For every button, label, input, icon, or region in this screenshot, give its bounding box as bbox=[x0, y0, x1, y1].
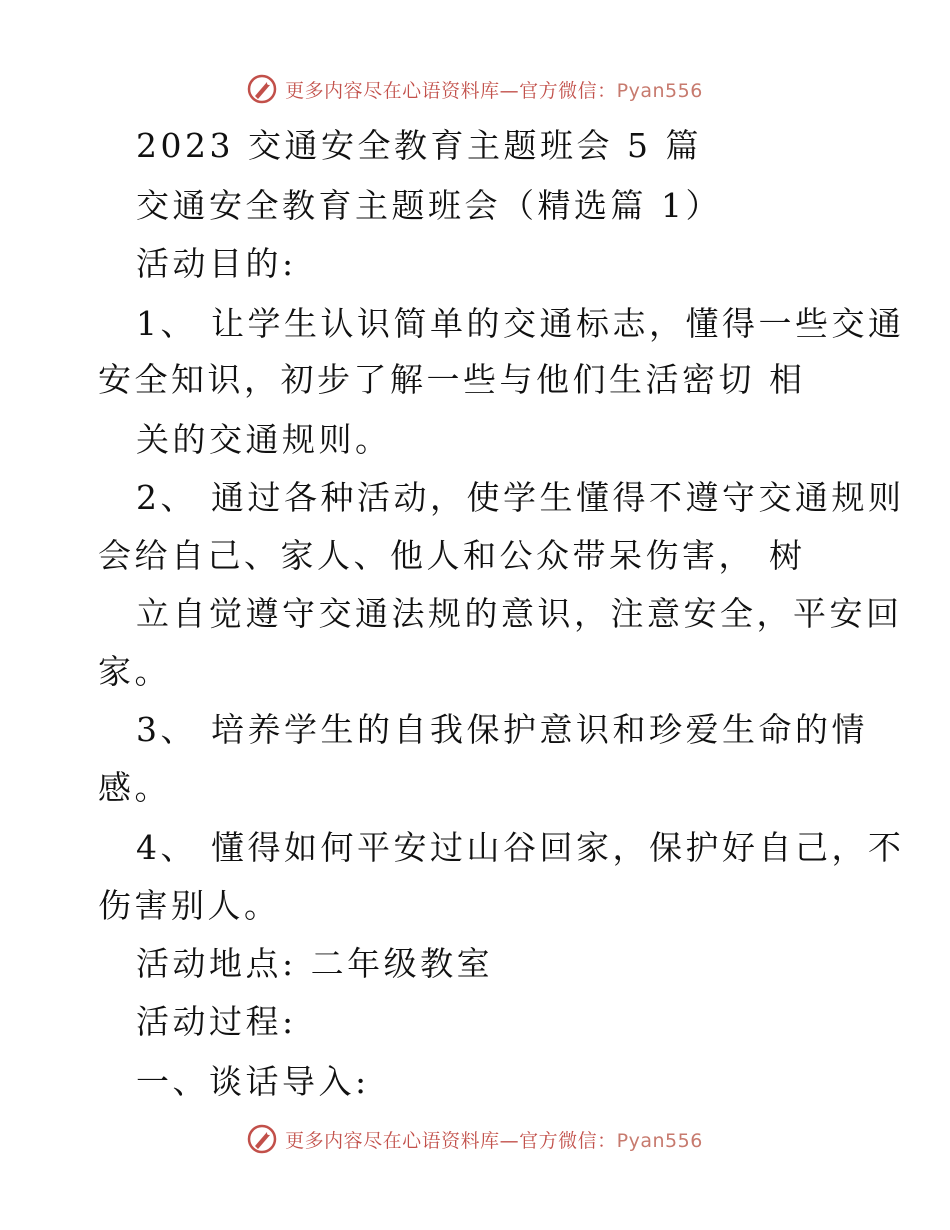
pen-logo-icon bbox=[247, 1124, 277, 1154]
paragraph-line: 2、 通过各种活动，使学生懂得不遵守交通规则 bbox=[136, 478, 905, 517]
paragraph-line: 4、 懂得如何平安过山谷回家，保护好自己，不 bbox=[136, 828, 905, 867]
paragraph-line: 家。 bbox=[98, 652, 171, 691]
watermark-handle: Pyan556 bbox=[616, 1129, 703, 1152]
paragraph-line: 伤害别人。 bbox=[98, 886, 281, 925]
section-title: 交通安全教育主题班会（精选篇 1） bbox=[136, 186, 722, 225]
watermark-footer bbox=[0, 1122, 950, 1156]
paragraph-line: 3、 培养学生的自我保护意识和珍爱生命的情 bbox=[136, 710, 868, 749]
paragraph-line: 活动地点: 二年级教室 bbox=[136, 944, 494, 983]
paragraph-line: 感。 bbox=[98, 768, 171, 807]
watermark-text: 更多内容尽在心语资料库—官方微信：Pyan556 bbox=[285, 1129, 703, 1152]
paragraph-line: 安全知识，初步了解一些与他们生活密切 相 bbox=[98, 360, 806, 399]
pen-logo-icon bbox=[247, 74, 277, 104]
document-title: 2023 交通安全教育主题班会 5 篇 bbox=[136, 126, 702, 165]
paragraph-line: 活动过程: bbox=[136, 1002, 297, 1041]
paragraph-line: 活动目的: bbox=[136, 244, 297, 283]
paragraph-line: 关的交通规则。 bbox=[136, 420, 392, 459]
watermark-text: 更多内容尽在心语资料库—官方微信：Pyan556 bbox=[285, 79, 703, 102]
paragraph-line: 会给自己、家人、他人和公众带呆伤害， 树 bbox=[98, 536, 806, 575]
paragraph-line: 一、谈话导入: bbox=[136, 1062, 370, 1101]
paragraph-line: 立自觉遵守交通法规的意识，注意安全，平安回 bbox=[136, 594, 903, 633]
paragraph-line: 1、 让学生认识简单的交通标志，懂得一些交通 bbox=[136, 304, 905, 343]
watermark-handle: Pyan556 bbox=[616, 79, 703, 102]
watermark-header bbox=[0, 72, 950, 106]
